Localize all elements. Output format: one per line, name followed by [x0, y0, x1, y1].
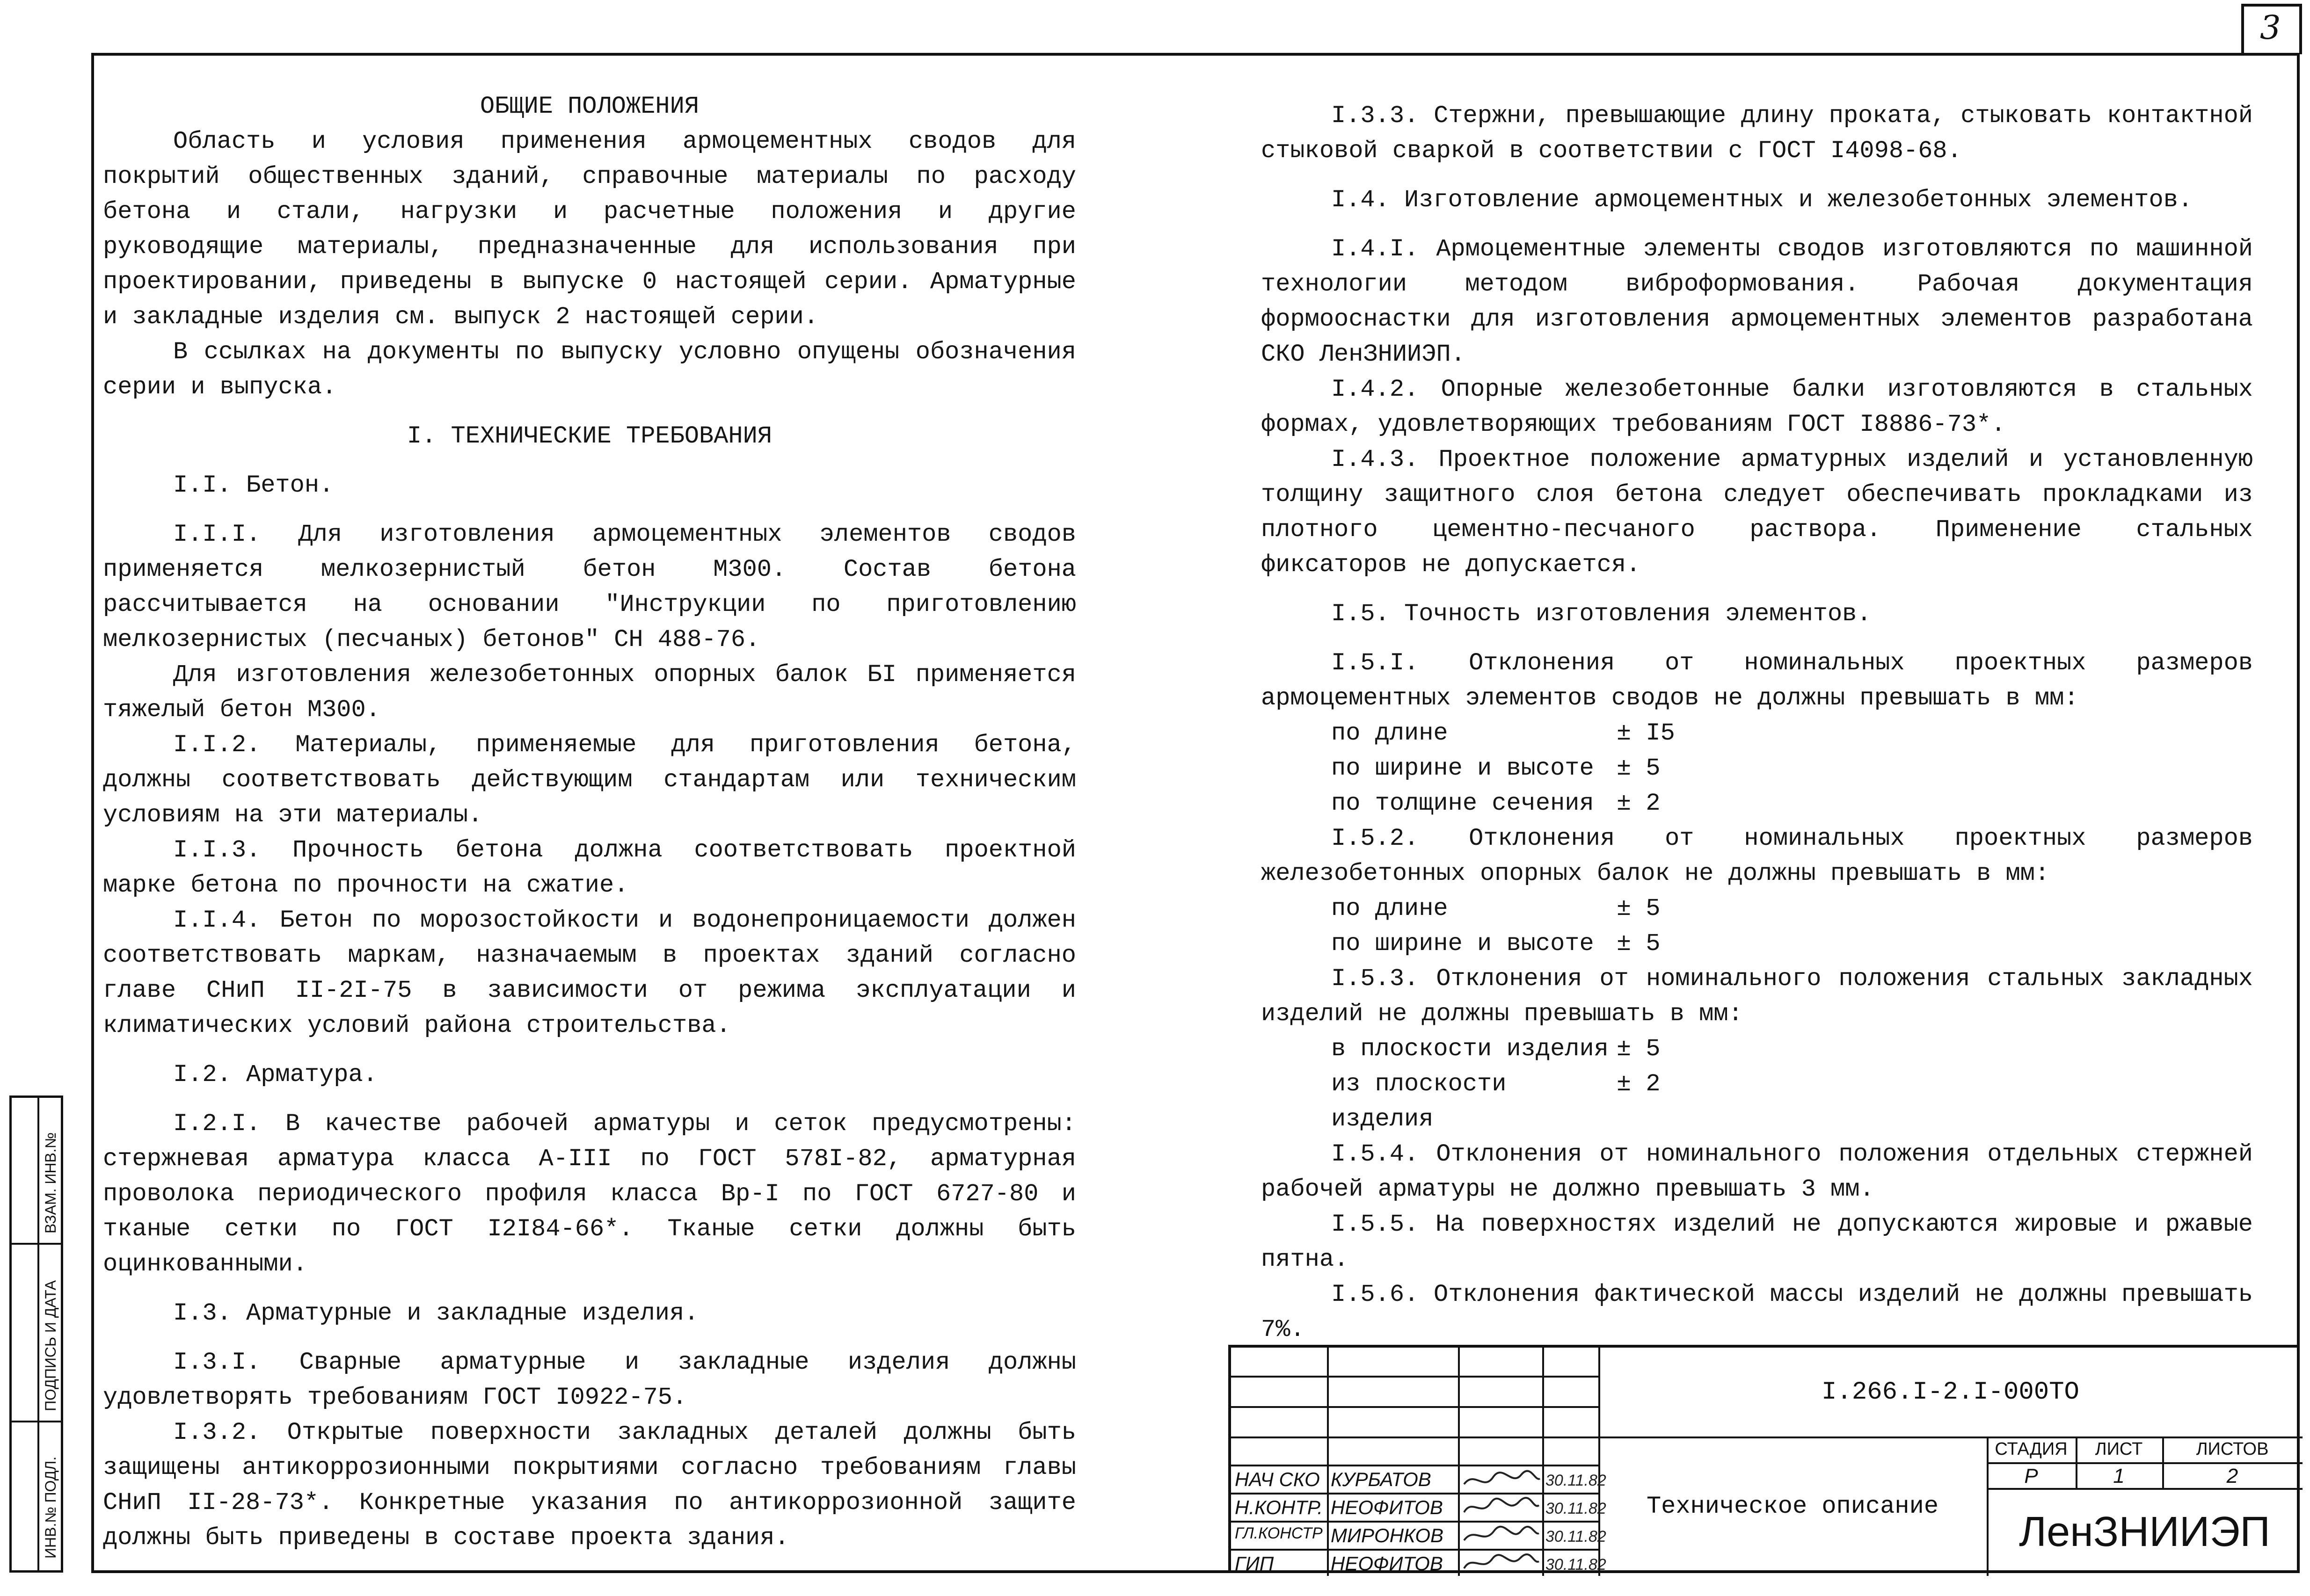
staff-date: 30.11.82	[1545, 1528, 1606, 1545]
tolerance-label: по ширине и высоте	[1331, 930, 1594, 958]
tolerance-label: из плоскости изделия	[1331, 1070, 1507, 1133]
staff-name: МИРОНКОВ	[1331, 1524, 1444, 1546]
heading-general: ОБЩИЕ ПОЛОЖЕНИЯ	[480, 93, 700, 120]
section-1-5-2: I.5.2. Отклонения от номинальных проектных размеров железобетонных опорных балок не должны превышать в мм:	[1261, 825, 2268, 887]
section-1-5-6: I.5.6. Отклонения фактической массы изделий не должны превышать 7%.	[1261, 1281, 2268, 1343]
tolerance-value: ± 2	[1617, 790, 1661, 817]
staff-role: Н.КОНТР.	[1235, 1496, 1323, 1518]
section-1-3-1: I.3.I. Сварные арматурные и закладные изделия должны удовлетворять требованиям ГОСТ I0922-75.	[103, 1349, 1091, 1411]
staff-name: НЕОФИТОВ	[1331, 1552, 1443, 1574]
section-1-4-3: I.4.3. Проектное положение арматурных изделий и установленную толщину защитного слоя бетона следует обеспечивать прокладками из плотного цементно-песчаного раствора. Применение стальных фиксаторов не допускается.	[1261, 446, 2268, 579]
staff-date: 30.11.82	[1545, 1556, 1606, 1574]
section-1-1-1: I.I.I. Для изготовления армоцементных элементов сводов применяется мелкозернистый бетон М300. Состав бетона рассчитывается на основании "Инструкции по приготовлению мелкозернистых (песчаных) бетонов" СН 488-76.	[103, 521, 1091, 653]
side-label-podpis: ПОДПИСЬ И ДАТА	[42, 1280, 59, 1411]
section-1-3: I.3. Арматурные и закладные изделия.	[173, 1299, 699, 1327]
tolerance-label: по толщине сечения	[1331, 790, 1594, 817]
side-stamp	[9, 1095, 63, 1573]
intro-paragraph: Область и условия применения армоцементных сводов для покрытий общественных зданий, справочные материалы по расходу бетона и стали, нагрузки и расчетные положения и другие руководящие материалы, предназначенные для использования при проектировании, приведены в выпуске 0 настоящей серии. Арматурные и закладные изделия см. выпуск 2 настоящей серии.	[103, 128, 1091, 331]
tolerance-value: ± 2	[1617, 1070, 1661, 1098]
document-title: Техническое описание	[1646, 1492, 1939, 1520]
staff-name: КУРБАТОВ	[1331, 1468, 1431, 1490]
tolerance-value: ± 5	[1617, 895, 1661, 922]
side-label-inv-podl: ИНВ.№ ПОДЛ.	[42, 1456, 59, 1559]
section-1-5-5: I.5.5. На поверхностях изделий не допускаются жировые и ржавые пятна.	[1261, 1211, 2268, 1273]
staff-date: 30.11.82	[1545, 1500, 1606, 1517]
refs-paragraph: В ссылках на документы по выпуску условно опущены обозначения серии и выпуска.	[103, 338, 1091, 401]
section-1-1-1b: Для изготовления железобетонных опорных балок БI применяется тяжелый бетон М300.	[103, 661, 1091, 724]
right-column	[1261, 98, 2268, 1347]
section-1-1-2: I.I.2. Материалы, применяемые для приготовления бетона, должны соответствовать действующим стандартам или техническим условиям на эти материалы.	[103, 731, 1091, 829]
tolerance-label: по длине	[1331, 719, 1448, 747]
document-code: I.266.I-2.I-000ТО	[1822, 1378, 2079, 1407]
section-1-5-3: I.5.3. Отклонения от номинального положения стальных закладных изделий не должны превышать в мм:	[1261, 965, 2268, 1028]
section-1-5-4: I.5.4. Отклонения от номинального положения отдельных стержней рабочей арматуры не должно превышать 3 мм.	[1261, 1140, 2268, 1203]
left-column	[103, 89, 1091, 1555]
section-1-4: I.4. Изготовление армоцементных и железобетонных элементов.	[1331, 186, 2193, 214]
sheet-label: ЛИСТ	[2095, 1439, 2143, 1459]
section-1-5: I.5. Точность изготовления элементов.	[1331, 600, 1872, 628]
tolerance-value: ± I5	[1617, 719, 1675, 747]
section-1-1: I.I. Бетон.	[173, 472, 334, 499]
sheet-value: 1	[2113, 1465, 2125, 1487]
tolerance-label: в плоскости изделия	[1331, 1035, 1609, 1063]
signatures	[1460, 1465, 1542, 1576]
section-1-5-1: I.5.I. Отклонения от номинальных проектных размеров армоцементных элементов сводов не должны превышать в мм:	[1261, 649, 2268, 712]
tolerance-list-1	[1261, 716, 2253, 821]
stage-label: СТАДИЯ	[1995, 1439, 2068, 1459]
staff-role: НАЧ СКО	[1235, 1468, 1320, 1490]
page-number: 3	[2260, 8, 2281, 47]
title-block	[1228, 1345, 2300, 1573]
staff-role: ГИП	[1235, 1552, 1274, 1574]
tolerance-list-3	[1261, 1031, 2253, 1137]
tolerance-value: ± 5	[1617, 930, 1661, 958]
heading-technical: I. ТЕХНИЧЕСКИЕ ТРЕБОВАНИЯ	[407, 422, 772, 450]
section-1-4-1: I.4.I. Армоцементные элементы сводов изготовляются по машинной технологии методом виброформования. Рабочая документация формооснастки для изготовления армоцементных элементов разработана СКО ЛенЗНИИЭП.	[1261, 235, 2268, 368]
tolerance-label: по длине	[1331, 895, 1448, 922]
staff-name: НЕОФИТОВ	[1331, 1496, 1443, 1518]
section-1-2-1: I.2.I. В качестве рабочей арматуры и сеток предусмотрены: стержневая арматура класса А-III по ГОСТ 578I-82, арматурная проволока периодического профиля класса Вр-I по ГОСТ 6727-80 и тканые сетки по ГОСТ I2I84-66*. Тканые сетки должны быть оцинкованными.	[103, 1110, 1091, 1278]
section-1-3-3: I.3.3. Стержни, превышающие длину проката, стыковать контактной стыковой сваркой в соответствии с ГОСТ I4098-68.	[1261, 102, 2268, 165]
tolerance-list-2	[1261, 891, 2253, 961]
section-1-1-3: I.I.3. Прочность бетона должна соответствовать проектной марке бетона по прочности на сжатие.	[103, 836, 1091, 899]
staff-date: 30.11.82	[1545, 1472, 1606, 1489]
sheets-value: 2	[2226, 1465, 2238, 1487]
organization-name: ЛенЗНИИЭП	[2019, 1508, 2270, 1555]
stage-value: Р	[2024, 1465, 2038, 1487]
section-1-4-2: I.4.2. Опорные железобетонные балки изготовляются в стальных формах, удовлетворяющих требованиям ГОСТ I8886-73*.	[1261, 376, 2268, 438]
section-1-3-2: I.3.2. Открытые поверхности закладных деталей должны быть защищены антикоррозионными покрытиями согласно требованиям главы СНиП II-28-73*. Конкретные указания по антикоррозионной защите должны быть приведены в составе проекта здания.	[103, 1419, 1091, 1552]
section-1-1-4: I.I.4. Бетон по морозостойкости и водонепроницаемости должен соответствовать маркам, назначаемым в проектах зданий согласно главе СНиП II-2I-75 в зависимости от режима эксплуатации и климатических условий района строительства.	[103, 907, 1091, 1039]
tolerance-label: по ширине и высоте	[1331, 754, 1594, 782]
tolerance-value: ± 5	[1617, 754, 1661, 782]
staff-role: ГЛ.КОНСТР	[1235, 1524, 1323, 1542]
tolerance-value: ± 5	[1617, 1035, 1661, 1063]
section-1-2: I.2. Арматура.	[173, 1061, 378, 1088]
sheets-label: ЛИСТОВ	[2196, 1439, 2269, 1459]
side-label-vzam: ВЗАМ. ИНВ.№	[42, 1132, 59, 1233]
